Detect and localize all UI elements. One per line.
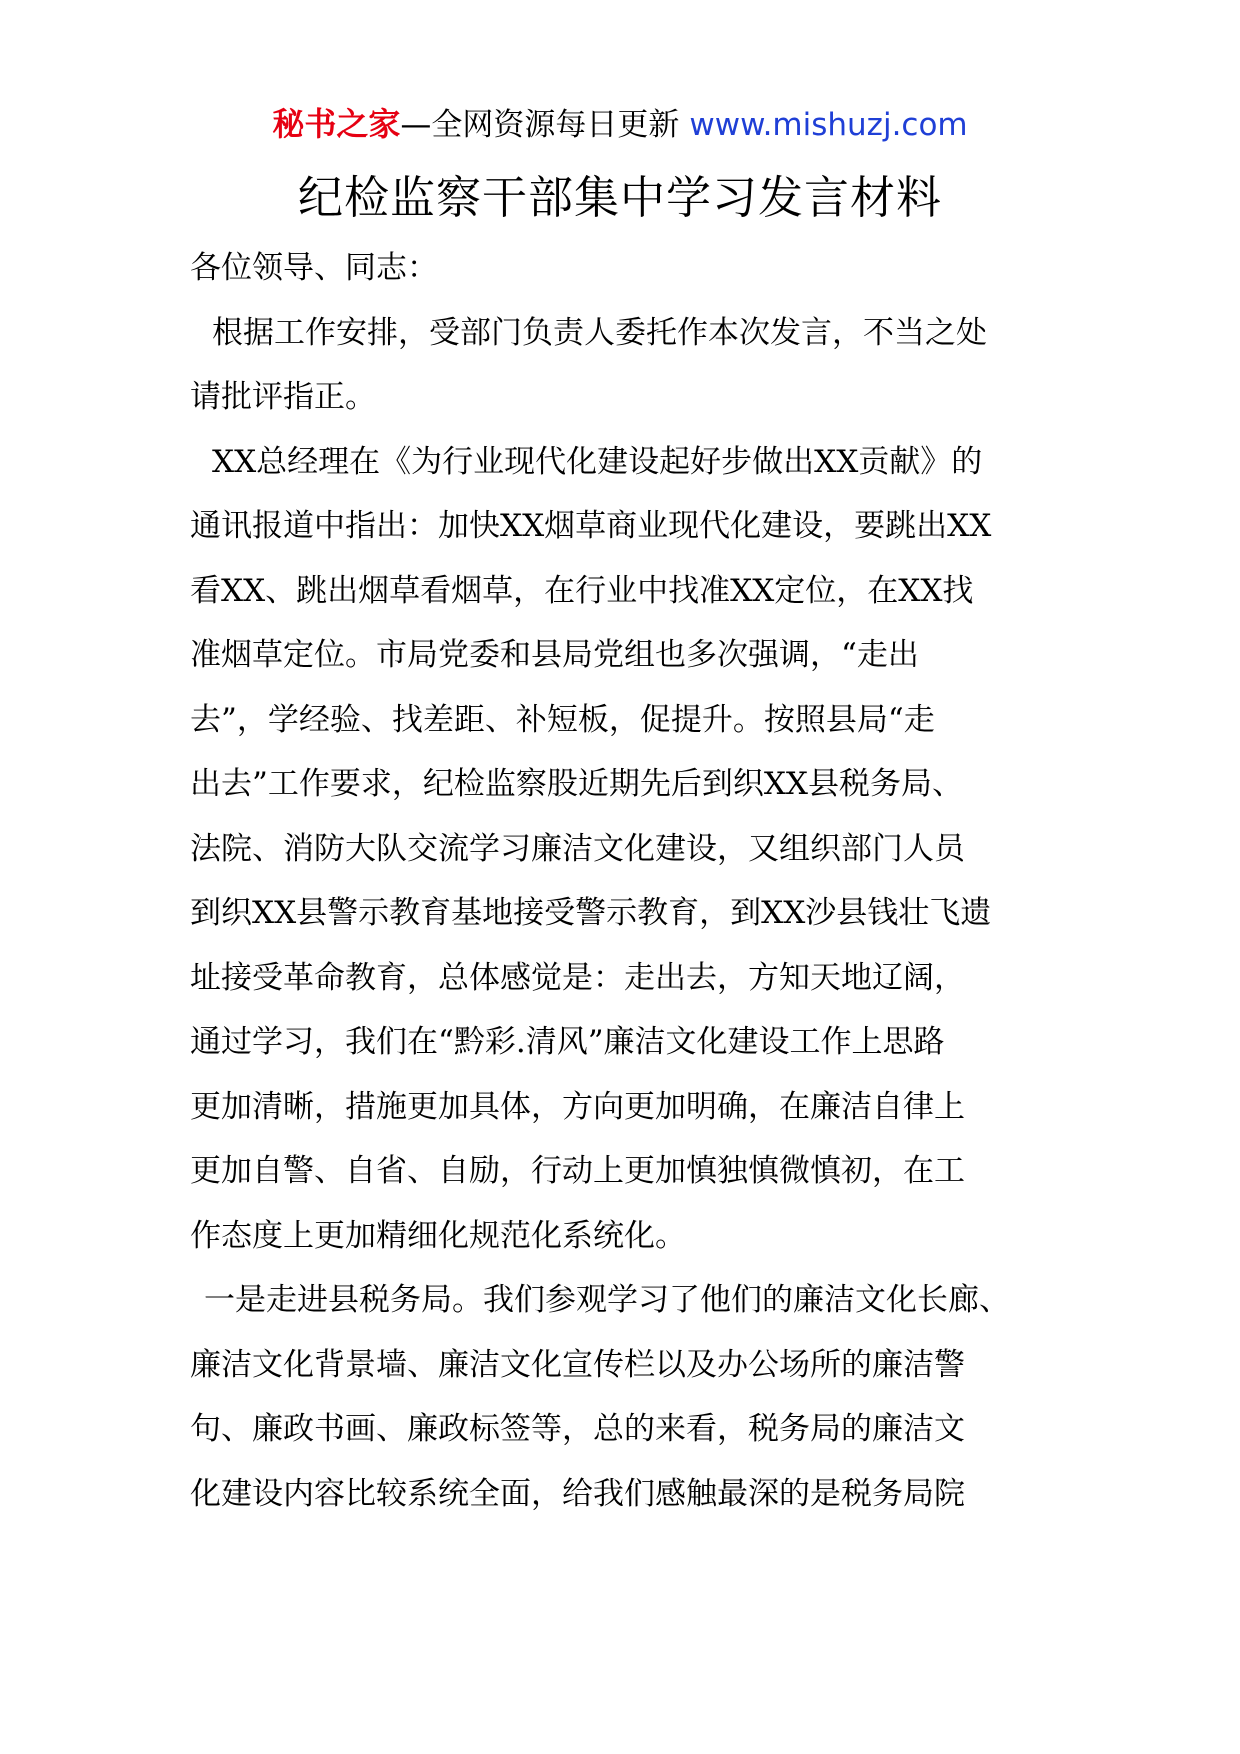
paragraph-line: 请批评指正。 — [190, 379, 376, 415]
paragraph-line: XX总经理在《为行业现代化建设起好步做出XX贡献》的 — [212, 443, 983, 480]
paragraph-line: 法院、消防大队交流学习廉洁文化建设，又组织部门人员 — [190, 830, 965, 867]
paragraph-line: 句、廉政书画、廉政标签等，总的来看，税务局的廉洁文 — [190, 1411, 965, 1447]
document-body — [190, 236, 1070, 1526]
paragraph-line: 通过学习，我们在“黔彩.清风”廉洁文化建设工作上思路 — [190, 1024, 945, 1060]
paragraph-line: 作态度上更加精细化规范化系统化。 — [190, 1217, 686, 1254]
site-header — [0, 103, 1240, 146]
site-slogan: —全网资源每日更新 — [400, 107, 680, 143]
paragraph-line: 更加自警、自省、自励，行动上更加慎独慎微慎初，在工 — [190, 1153, 965, 1189]
paragraph-line: 到织XX县警示教育基地接受警示教育，到XX沙县钱壮飞遗 — [190, 895, 992, 931]
paragraph-line: 廉洁文化背景墙、廉洁文化宣传栏以及办公场所的廉洁警 — [190, 1346, 965, 1383]
paragraph-line: 更加清晰，措施更加具体，方向更加明确，在廉洁自律上 — [190, 1088, 965, 1125]
paragraph-line: 一是走进县税务局。我们参观学习了他们的廉洁文化长廊、 — [204, 1282, 1010, 1318]
paragraph-line: 通讯报道中指出：加快XX烟草商业现代化建设，要跳出XX — [190, 508, 992, 544]
document-title: 纪检监察干部集中学习发言材料 — [297, 171, 942, 224]
salutation-line: 各位领导、同志： — [190, 250, 438, 286]
paragraph-line: 准烟草定位。市局党委和县局党组也多次强调，“走出 — [190, 637, 919, 673]
site-url-link[interactable]: www.mishuzj.com — [689, 107, 968, 143]
paragraph-line: 址接受革命教育，总体感觉是：走出去，方知天地辽阔， — [190, 959, 965, 996]
paragraph-line: 出去”工作要求，纪检监察股近期先后到织XX县税务局、 — [190, 766, 963, 802]
paragraph-line: 去”，学经验、找差距、补短板，促提升。按照县局“走 — [190, 701, 935, 738]
paragraph-line: 看XX、跳出烟草看烟草，在行业中找准XX定位，在XX找 — [190, 572, 974, 609]
paragraph-line: 化建设内容比较系统全面，给我们感触最深的是税务局院 — [190, 1475, 965, 1512]
paragraph-line: 根据工作安排，受部门负责人委托作本次发言，不当之处 — [212, 314, 987, 351]
brand-name: 秘书之家 — [272, 105, 401, 143]
